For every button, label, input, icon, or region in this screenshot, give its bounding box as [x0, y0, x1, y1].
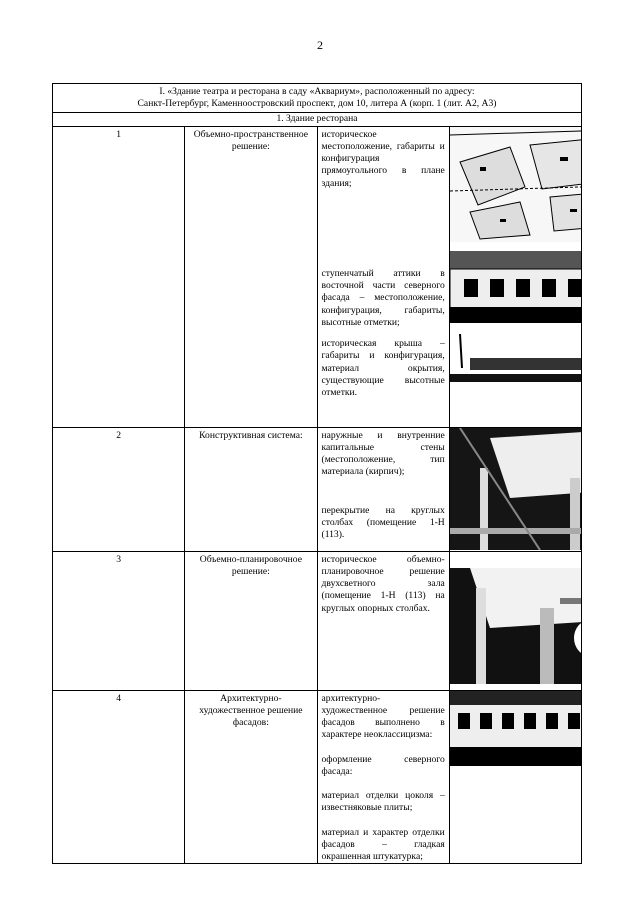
description-paragraph: историческое местоположение, габариты и конфигурация прямоугольного в плане здания; — [321, 128, 445, 189]
description-paragraph: историческое объемно-планировочное решение двухсветного зала (помещение 1-Н (113) на круглых опорных столбах. — [321, 553, 445, 614]
north-facade-photo — [450, 251, 581, 323]
row-category: Объемно-планировочное решение: — [185, 551, 317, 690]
row-category: Конструктивная система: — [185, 427, 317, 551]
description-paragraph: историческая крыша – габариты и конфигурация, материал окрытия, существующие высотные отметки. — [321, 338, 445, 399]
row-description — [317, 551, 449, 690]
protection-subject-table — [52, 83, 582, 864]
row-number: 1 — [53, 126, 185, 427]
table-row — [53, 427, 582, 551]
row-photos — [449, 551, 581, 690]
table-row — [53, 551, 582, 690]
description-paragraph: архитектурно-художественное решение фасадов выполнено в характере неоклассицизма: — [321, 692, 445, 741]
description-paragraph: оформление северного фасада: — [321, 753, 445, 777]
row-number: 3 — [53, 551, 185, 690]
table-header-row — [53, 84, 582, 113]
page-number: 2 — [317, 38, 323, 52]
row-number: 4 — [53, 690, 185, 864]
photo-spacer — [450, 552, 581, 568]
header-line-2: Санкт-Петербург, Каменноостровский проспект, дом 10, литера А (корп. 1 (лит. А2, А3) — [137, 98, 497, 110]
description-paragraph: ступенчатый аттики в восточной части северного фасада – местоположение, конфигурация, габариты, высотные отметки; — [321, 267, 445, 328]
site-plan-map-image — [450, 127, 581, 242]
facade-photo — [450, 691, 581, 766]
description-paragraph: перекрытие на круглых столбах (помещение 1-Н (113). — [321, 504, 445, 541]
description-paragraph: материал и характер отделки фасадов – гладкая окрашенная штукатурка; — [321, 826, 445, 863]
header-line-1: I. «Здание театра и ресторана в саду «Аквариум», расположенный по адресу: — [159, 86, 475, 97]
table-row — [53, 126, 582, 427]
row-photos — [449, 690, 581, 864]
table-subheader-row — [53, 112, 582, 126]
table-row — [53, 690, 582, 864]
row-category: Объемно-пространственное решение: — [185, 126, 317, 427]
row-description — [317, 126, 449, 427]
row-photos — [449, 126, 581, 427]
row-description — [317, 427, 449, 551]
table-header — [53, 84, 582, 113]
description-paragraph: наружные и внутренние капитальные стены (местоположение, тип материала (кирпич); — [321, 429, 445, 478]
roof-photo — [450, 332, 581, 392]
description-paragraph: материал отделки цоколя – известняковые плиты; — [321, 790, 445, 814]
row-number: 2 — [53, 427, 185, 551]
table-subheader: 1. Здание ресторана — [53, 112, 582, 126]
interior-walls-photo — [450, 428, 581, 550]
double-height-hall-photo — [450, 568, 581, 684]
row-description — [317, 690, 449, 864]
row-photos — [449, 427, 581, 551]
row-category: Архитектурно-художественное решение фасадов: — [185, 690, 317, 864]
